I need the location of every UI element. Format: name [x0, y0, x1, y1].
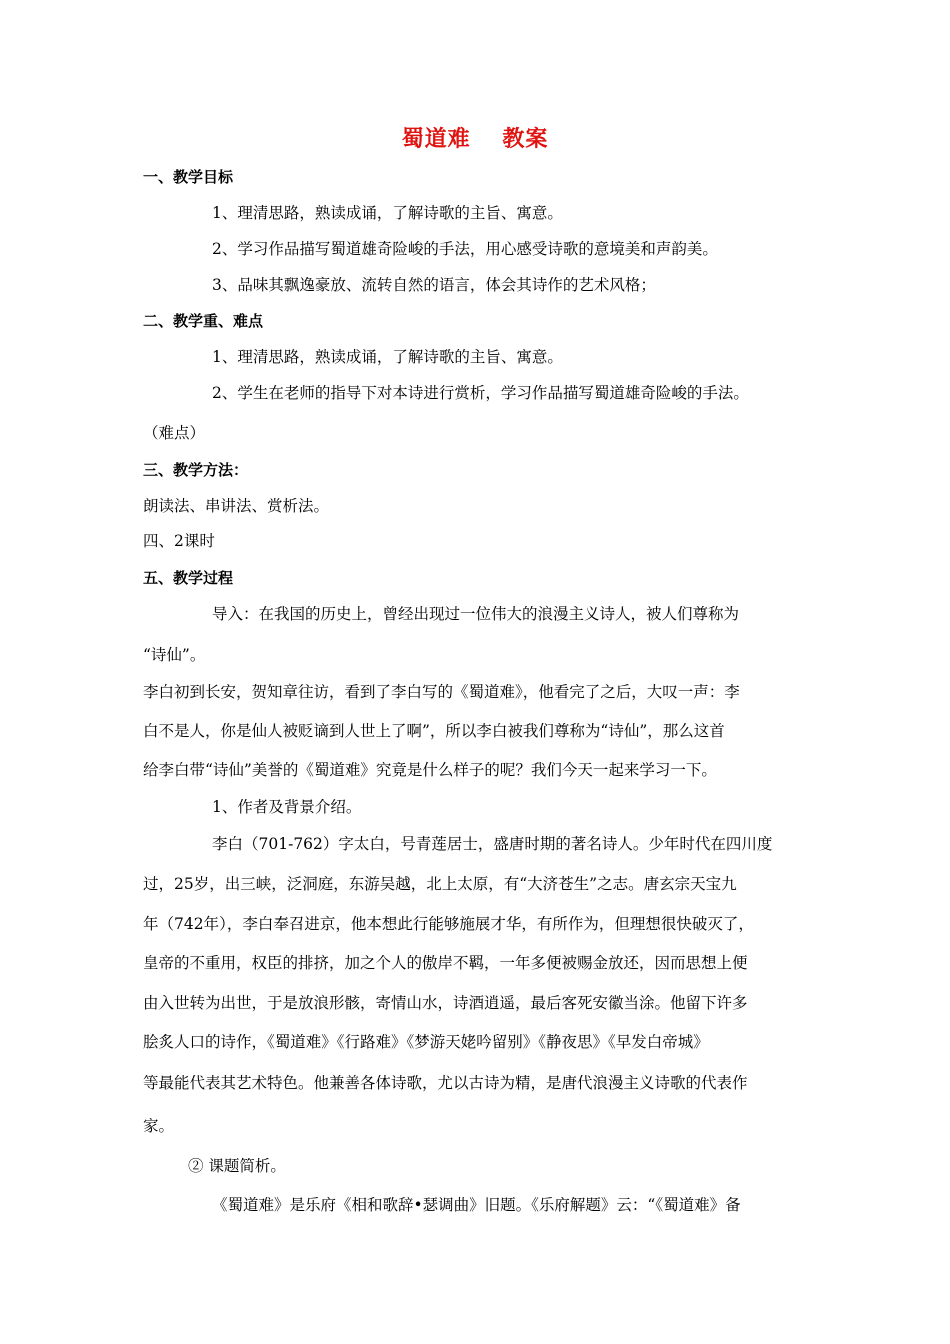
objective-item-1: 1、理清思路，熟读成诵，了解诗歌的主旨、寓意。 — [212, 204, 563, 222]
subheading-title-analysis: ② 课题简析。 — [188, 1157, 286, 1175]
paragraph-line: 年（742年），李白奉召进京，他本想此行能够施展才华，有所作为，但理想很快破灭了， — [143, 915, 754, 933]
section-heading-process: 五、教学过程 — [143, 569, 234, 587]
paragraph-line: 过，25岁，出三峡，泛洞庭，东游吴越，北上太原，有“大济苍生”之志。唐玄宗天宝九 — [143, 875, 737, 893]
paragraph-line: 皇帝的不重用，权臣的排挤，加之个人的傲岸不羁，一年多便被赐金放还，因而思想上便 — [143, 954, 748, 972]
paragraph-line: 李白初到长安，贺知章往访，看到了李白写的《蜀道难》，他看完了之后，大叹一声：李 — [143, 683, 740, 701]
section-heading-objectives: 一、教学目标 — [143, 168, 234, 186]
paragraph-line: 等最能代表其艺术特色。他兼善各体诗歌，尤以古诗为精，是唐代浪漫主义诗歌的代表作 — [143, 1074, 748, 1092]
paragraph-line: 脍炙人口的诗作，《蜀道难》《行路难》《梦游天姥吟留别》《静夜思》《早发白帝城》 — [143, 1033, 709, 1051]
intro-line-2: “诗仙”。 — [143, 646, 206, 664]
key-point-item-1: 1、理清思路，熟读成诵，了解诗歌的主旨、寓意。 — [212, 348, 563, 366]
paragraph-line: 白不是人，你是仙人被贬谪到人世上了啊”，所以李白被我们尊称为“诗仙”，那么这首 — [143, 722, 725, 740]
section-heading-key-points: 二、教学重、难点 — [143, 312, 264, 330]
objective-item-3: 3、品味其飘逸豪放、流转自然的语言，体会其诗作的艺术风格； — [212, 276, 656, 294]
key-point-note: （难点） — [143, 424, 206, 442]
section-heading-methods: 三、教学方法： — [143, 461, 249, 479]
subheading-author-background: 1、作者及背景介绍。 — [212, 798, 362, 816]
paragraph-line: 家。 — [143, 1117, 175, 1135]
paragraph-line: 由入世转为出世，于是放浪形骸，寄情山水，诗酒逍遥，最后客死安徽当涂。他留下许多 — [143, 994, 748, 1012]
key-point-item-2: 2、学生在老师的指导下对本诗进行赏析，学习作品描写蜀道雄奇险峻的手法。 — [212, 384, 749, 402]
section-heading-hours: 四、2课时 — [143, 532, 215, 550]
paragraph-line: 《蜀道难》是乐府《相和歌辞•瑟调曲》旧题。《乐府解题》云：“《蜀道难》备 — [212, 1196, 741, 1214]
document-title: 蜀道难 教案 — [401, 126, 549, 152]
paragraph-line: 李白（701-762）字太白，号青莲居士，盛唐时期的著名诗人。少年时代在四川度 — [212, 835, 773, 853]
objective-item-2: 2、学习作品描写蜀道雄奇险峻的手法，用心感受诗歌的意境美和声韵美。 — [212, 240, 718, 258]
intro-line-1: 导入：在我国的历史上，曾经出现过一位伟大的浪漫主义诗人，被人们尊称为 — [212, 605, 740, 623]
paragraph-line: 给李白带“诗仙”美誉的《蜀道难》究竟是什么样子的呢？我们今天一起来学习一下。 — [143, 761, 717, 779]
methods-text: 朗读法、串讲法、赏析法。 — [143, 497, 330, 515]
